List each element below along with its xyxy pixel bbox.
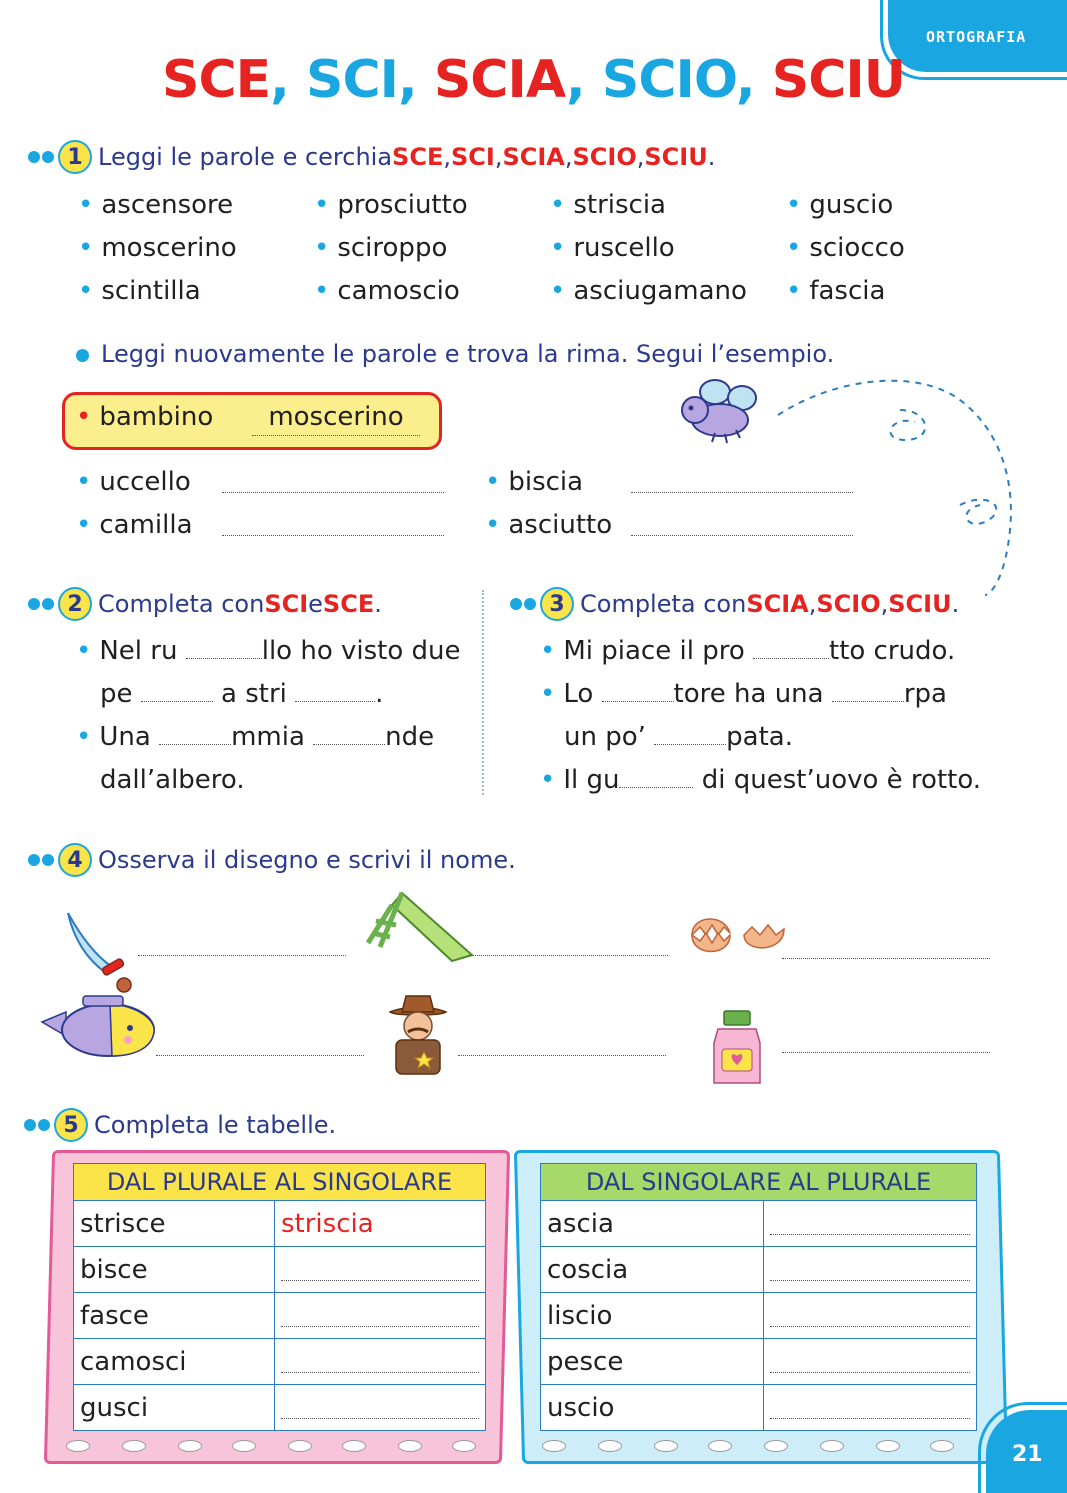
answer-line[interactable] [222, 535, 444, 536]
word-item[interactable]: • ascensore [78, 190, 233, 220]
keyword: SCIO [572, 143, 637, 171]
keyword: SCIU [644, 143, 708, 171]
fill-blank[interactable] [295, 683, 375, 702]
keyword: SCE [322, 590, 375, 618]
binder-hole-icon [764, 1440, 788, 1452]
exercise-3-heading [510, 587, 959, 621]
sentence-line [76, 636, 461, 666]
sentence-part: pe [100, 679, 141, 709]
binder-hole-icon [876, 1440, 900, 1452]
sentence-line [76, 722, 434, 752]
period: . [951, 590, 960, 618]
sentence-part: tto crudo. [829, 636, 956, 666]
difficulty-dots-icon [510, 598, 536, 610]
table-cell: pesce [541, 1339, 764, 1385]
example-word-text: bambino [99, 402, 214, 432]
period: . [374, 590, 382, 618]
table-cell: camosci [74, 1339, 275, 1385]
answer-cell[interactable] [275, 1385, 486, 1431]
binder-hole-icon [178, 1440, 202, 1452]
eggshell-icon [684, 905, 789, 965]
rhyme-word: • asciutto [485, 510, 612, 540]
fill-blank[interactable] [654, 726, 726, 745]
exercise-number: 5 [54, 1108, 88, 1142]
title-sep: , [398, 50, 434, 110]
binder-hole-icon [398, 1440, 422, 1452]
word-item[interactable]: • sciroppo [314, 233, 447, 263]
sentence-part: mmia [231, 722, 314, 752]
word-item[interactable]: • asciugamano [550, 276, 747, 306]
table-row [541, 1247, 977, 1293]
comma: , [494, 143, 503, 171]
table-cell: fasce [74, 1293, 275, 1339]
word-item[interactable]: • prosciutto [314, 190, 468, 220]
answer-cell[interactable] [764, 1385, 977, 1431]
exercise-number: 4 [58, 843, 92, 877]
keyword: SCIA [746, 590, 809, 618]
table-cell: uscio [541, 1385, 764, 1431]
title-sep: , [735, 50, 772, 110]
fill-blank[interactable] [602, 683, 674, 702]
binder-hole-icon [598, 1440, 622, 1452]
sentence-part: un po’ [564, 722, 655, 752]
difficulty-dots-icon [24, 1119, 50, 1131]
fish-icon [38, 992, 158, 1067]
title-scia: SCIA [433, 50, 567, 110]
answer-cell[interactable] [764, 1201, 977, 1247]
table-row [541, 1385, 977, 1431]
table-row [74, 1293, 486, 1339]
difficulty-dots-icon [28, 854, 54, 866]
sheriff-icon [384, 990, 452, 1078]
answer-line[interactable] [782, 1052, 990, 1053]
word-item[interactable]: • moscerino [78, 233, 237, 263]
answer-line[interactable] [222, 492, 444, 493]
table-row [74, 1247, 486, 1293]
rhyme-word: • biscia [485, 467, 583, 497]
table-cell: coscia [541, 1247, 764, 1293]
sentence-part: pata. [726, 722, 793, 752]
comma: , [636, 143, 645, 171]
sentence-part: Il gu [563, 765, 620, 795]
answer-cell: striscia [275, 1201, 486, 1247]
title-sciu: SCIU [771, 50, 905, 110]
binder-hole-icon [66, 1440, 90, 1452]
fill-blank[interactable] [832, 683, 904, 702]
sentence-part: Una [99, 722, 160, 752]
rhyme-word: • camilla [76, 510, 193, 540]
keyword: SCIA [502, 143, 565, 171]
sentence-line [100, 679, 383, 709]
sentence-part: tore ha una [673, 679, 832, 709]
fill-blank[interactable] [159, 726, 231, 745]
exercise-4-text: Osserva il disegno e scrivi il nome. [98, 846, 516, 874]
keyword: SCI [450, 143, 495, 171]
binder-hole-icon [452, 1440, 476, 1452]
exercise-4-heading [28, 843, 516, 877]
word-item[interactable]: • fascia [786, 276, 885, 306]
sentence-part: a stri [212, 679, 296, 709]
page-number: 21 [1012, 1442, 1043, 1467]
sentence-part: nde [385, 722, 435, 752]
answer-line[interactable] [782, 958, 990, 959]
sentence-line [540, 679, 947, 709]
table-row [74, 1385, 486, 1431]
sentence-line [564, 722, 793, 752]
singular-to-plural-table [540, 1163, 977, 1431]
table-row [541, 1201, 977, 1247]
exercise-2-heading [28, 587, 382, 621]
section-label: ORTOGRAFIA [926, 28, 1027, 46]
answer-cell[interactable] [275, 1247, 486, 1293]
exercise-5-text: Completa le tabelle. [94, 1111, 337, 1139]
table-row [74, 1339, 486, 1385]
table-row [541, 1339, 977, 1385]
example-word: • bambino [76, 402, 214, 432]
answer-line[interactable] [468, 955, 668, 956]
keyword: SCI [264, 590, 309, 618]
comma: , [880, 590, 889, 618]
sentence-part: llo ho visto due [261, 636, 461, 666]
rhyme-word: • uccello [76, 467, 191, 497]
word-item[interactable]: • sciocco [786, 233, 905, 263]
sabre-icon [60, 905, 140, 995]
sentence-part: Lo [563, 679, 602, 709]
exercise-5-heading [24, 1108, 336, 1142]
exercise-2-text: Completa con [98, 590, 265, 618]
title-sce: SCE [162, 50, 271, 110]
answer-cell[interactable] [275, 1293, 486, 1339]
binder-hole-icon [122, 1440, 146, 1452]
comma: , [443, 143, 451, 171]
sentence-part: Nel ru [99, 636, 186, 666]
fill-blank[interactable] [753, 640, 829, 659]
binder-hole-icon [820, 1440, 844, 1452]
exercise-number: 1 [58, 140, 92, 174]
sentence-part: . [375, 679, 384, 709]
exercise-1-text: Leggi le parole e cerchia [98, 143, 393, 171]
answer-line[interactable] [458, 1055, 666, 1056]
sentence-line [540, 636, 955, 666]
word-item[interactable]: • ruscello [550, 233, 675, 263]
answer-cell[interactable] [275, 1339, 486, 1385]
answer-cell[interactable] [764, 1339, 977, 1385]
binder-hole-icon [232, 1440, 256, 1452]
slide-icon [362, 885, 482, 965]
table-cell: bisce [74, 1247, 275, 1293]
difficulty-dots-icon [28, 598, 54, 610]
sentence-part: di quest’uovo è rotto. [693, 765, 982, 795]
binder-hole-icon [654, 1440, 678, 1452]
answer-cell[interactable] [764, 1293, 977, 1339]
comma: , [808, 590, 817, 618]
example-answer-line [252, 435, 420, 436]
sentence-line [540, 765, 981, 795]
binder-hole-icon [930, 1440, 954, 1452]
title-sci: SCI [306, 50, 398, 110]
exercise-1-heading [28, 140, 715, 174]
comma: , [564, 143, 573, 171]
word-item[interactable]: • camoscio [314, 276, 460, 306]
keyword: SCIO [816, 590, 881, 618]
exercise-3-text: Completa con [580, 590, 747, 618]
table-row [541, 1293, 977, 1339]
difficulty-dots-icon [28, 151, 54, 163]
title-sep: , [566, 50, 602, 110]
fill-blank[interactable] [186, 640, 262, 659]
bee-illustration [660, 370, 1040, 600]
conjunction: e [308, 590, 323, 618]
binder-hole-icon [708, 1440, 732, 1452]
word-item[interactable]: • scintilla [78, 276, 201, 306]
sentence-line: dall’albero. [100, 765, 245, 795]
binder-hole-icon [342, 1440, 366, 1452]
exercise-number: 2 [58, 587, 92, 621]
fill-blank[interactable] [619, 769, 693, 788]
keyword: SCIU [888, 590, 952, 618]
example-answer [252, 402, 420, 432]
word-item[interactable]: • striscia [550, 190, 666, 220]
example-answer-text: moscerino [268, 402, 404, 432]
fill-blank[interactable] [141, 683, 213, 702]
plural-to-singular-table [73, 1163, 486, 1431]
sentence-part: rpa [903, 679, 947, 709]
binder-hole-icon [288, 1440, 312, 1452]
table-header: DAL SINGOLARE AL PLURALE [541, 1164, 977, 1201]
table-cell: liscio [541, 1293, 764, 1339]
title-sep: , [270, 50, 307, 110]
table-header: DAL PLURALE AL SINGOLARE [74, 1164, 486, 1201]
column-divider [482, 590, 484, 795]
table-cell: ascia [541, 1201, 764, 1247]
answer-line[interactable] [156, 1055, 364, 1056]
table-cell: gusci [74, 1385, 275, 1431]
syrup-bottle-icon [708, 1007, 766, 1089]
answer-line[interactable] [138, 955, 346, 956]
page-title [0, 50, 1067, 110]
word-item[interactable]: • guscio [786, 190, 893, 220]
rhyme-instruction: Leggi nuovamente le parole e trova la rima. Segui l’esempio. [76, 340, 834, 368]
table-row [74, 1201, 486, 1247]
fill-blank[interactable] [313, 726, 385, 745]
binder-hole-icon [542, 1440, 566, 1452]
exercise-number: 3 [540, 587, 574, 621]
period: . [707, 143, 716, 171]
answer-cell[interactable] [764, 1247, 977, 1293]
table-cell: strisce [74, 1201, 275, 1247]
sentence-part: Mi piace il pro [563, 636, 753, 666]
title-scio: SCIO [601, 50, 736, 110]
keyword: SCE [392, 143, 444, 171]
